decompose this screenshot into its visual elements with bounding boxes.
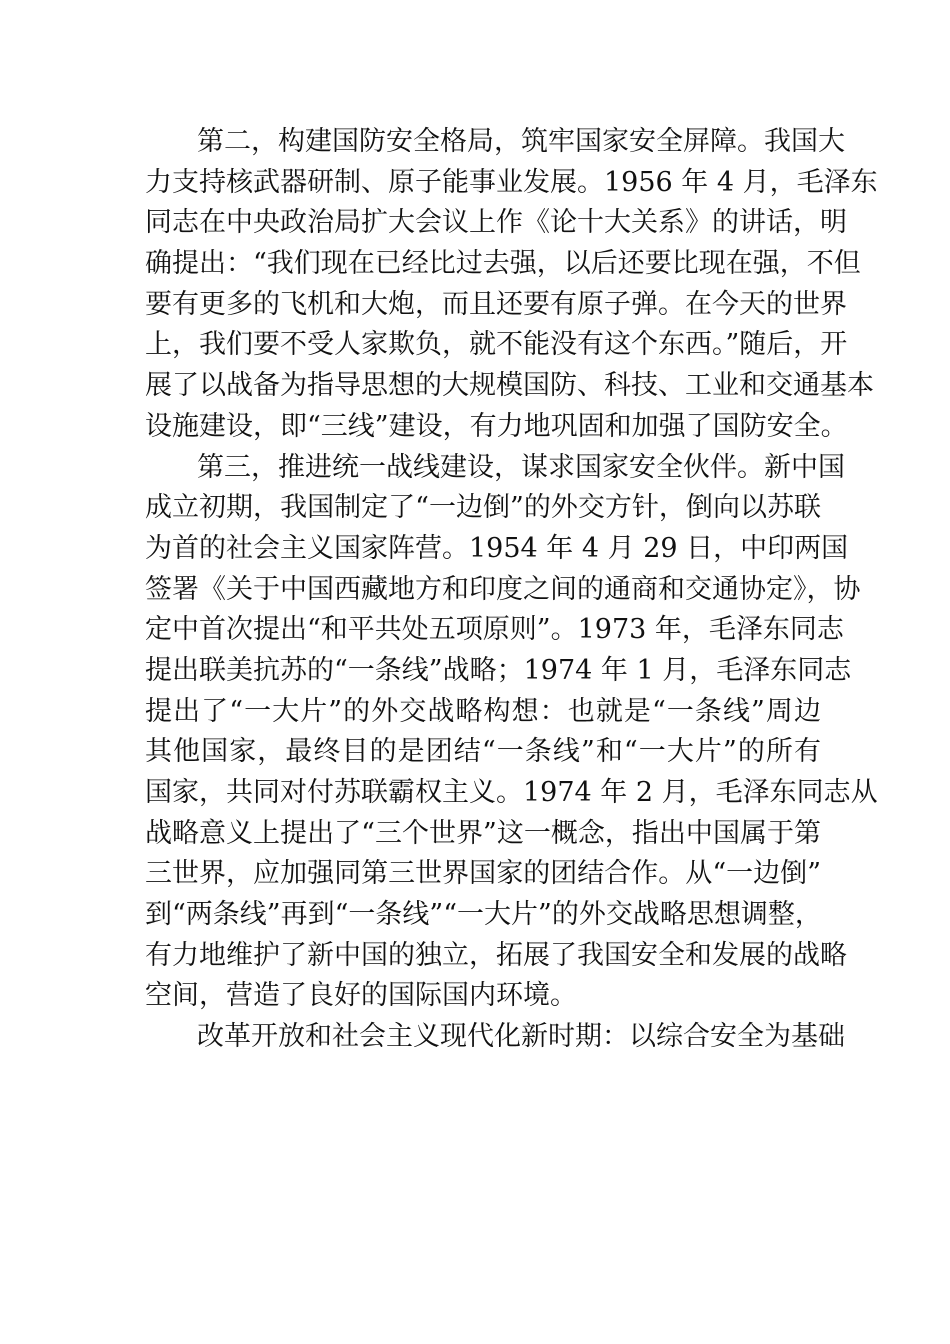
text-line: 第二，构建国防安全格局，筑牢国家安全屏障。我国大 xyxy=(197,126,845,157)
text-line: 提出联美抗苏的“一条线”战略；1974 年 1 月，毛泽东同志 xyxy=(145,654,852,686)
text-line: 设施建设，即“三线”建设，有力地巩固和加强了国防安全。 xyxy=(145,410,848,442)
text-line: 有力地维护了新中国的独立，拓展了我国安全和发展的战略 xyxy=(145,939,847,971)
text-line: 同志在中央政治局扩大会议上作《论十大关系》的讲话，明 xyxy=(145,207,847,239)
paragraph-united-front xyxy=(145,448,878,1018)
text-line: 改革开放和社会主义现代化新时期：以综合安全为基础 xyxy=(197,1021,845,1053)
text-line: 定中首次提出“和平共处五项原则”。1973 年，毛泽东同志 xyxy=(145,614,844,646)
text-line: 国家，共同对付苏联霸权主义。1974 年 2 月，毛泽东同志从 xyxy=(145,777,878,808)
text-line: 到“两条线”再到“一条线”“一大片”的外交战略思想调整， xyxy=(145,899,822,931)
text-line: 要有更多的飞机和大炮，而且还要有原子弹。在今天的世界 xyxy=(145,288,847,320)
text-line: 签署《关于中国西藏地方和印度之间的通商和交通协定》，协 xyxy=(145,573,861,605)
text-line: 空间，营造了良好的国际国内环境。 xyxy=(145,980,577,1012)
text-line: 确提出：“我们现在已经比过去强，以后还要比现在强，不但 xyxy=(145,248,861,280)
paragraph-reform-era xyxy=(145,1017,845,1058)
text-line: 提出了“一大片”的外交战略构想：也就是“一条线”周边 xyxy=(145,695,821,727)
document-body xyxy=(145,122,878,1058)
text-line: 上，我们要不受人家欺负，就不能没有这个东西。”随后，开 xyxy=(145,329,848,361)
text-line: 为首的社会主义国家阵营。1954 年 4 月 29 日，中印两国 xyxy=(145,532,849,564)
text-line: 战略意义上提出了“三个世界”这一概念，指出中国属于第 xyxy=(145,817,821,849)
paragraph-national-defense xyxy=(145,122,878,448)
text-line: 力支持核武器研制、原子能事业发展。1956 年 4 月，毛泽东 xyxy=(145,166,878,198)
text-line: 成立初期，我国制定了“一边倒”的外交方针，倒向以苏联 xyxy=(145,492,821,524)
text-line: 第三，推进统一战线建设，谋求国家安全伙伴。新中国 xyxy=(197,451,845,483)
text-line: 其他国家，最终目的是团结“一条线”和“一大片”的所有 xyxy=(145,736,821,768)
text-line: 三世界，应加强同第三世界国家的团结合作。从“一边倒” xyxy=(145,858,821,890)
text-line: 展了以战备为指导思想的大规模国防、科技、工业和交通基本 xyxy=(145,370,874,402)
